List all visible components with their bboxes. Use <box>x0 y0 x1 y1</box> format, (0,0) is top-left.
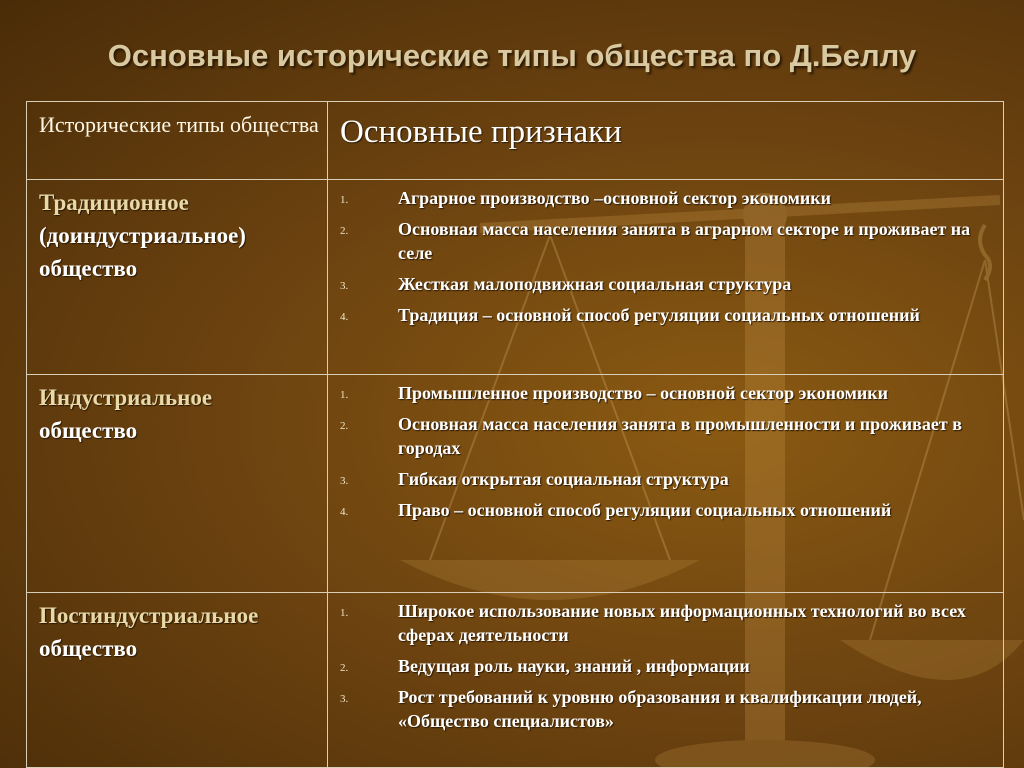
header-row <box>27 102 1004 180</box>
type-society-word: общество <box>39 636 138 661</box>
header-features-label: Основные признаки <box>340 114 622 150</box>
table-row-postindustrial <box>27 593 1004 768</box>
list-item: 3. Гибкая открытая социальная структура <box>340 469 729 489</box>
type-society-word: общество <box>39 418 138 443</box>
table-row-traditional <box>27 180 1004 375</box>
list-item: 2. Ведущая роль науки, знаний , информации <box>340 656 750 676</box>
list-item: 1. Широкое использование новых информационных технологий во всех сферах деятельности <box>340 601 966 645</box>
list-item: 1. Аграрное производство –основной сектор экономики <box>340 188 832 208</box>
list-item: 2. Основная масса населения занята в аграрном секторе и проживает на селе <box>340 219 971 263</box>
type-name-industrial: Индустриальное <box>39 385 213 410</box>
table-row-industrial <box>27 375 1004 593</box>
features-cell <box>328 375 1004 593</box>
features-list-postindustrial <box>328 593 1003 733</box>
list-item: 3. Рост требований к уровню образования и квалификации людей, «Общество специалистов» <box>340 687 922 731</box>
header-types-label: Исторические типы общества <box>39 112 319 137</box>
header-cell-types <box>27 102 328 180</box>
list-item: 4. Традиция – основной способ регуляции социальных отношений <box>340 305 920 325</box>
features-list-industrial <box>328 375 1003 522</box>
type-cell <box>27 180 328 375</box>
features-cell <box>328 180 1004 375</box>
list-item: 1. Промышленное производство – основной сектор экономики <box>340 383 888 403</box>
slide-title: Основные исторические типы общества по Д.Беллу <box>107 38 917 73</box>
type-cell <box>27 375 328 593</box>
list-item: 4. Право – основной способ регуляции социальных отношений <box>340 500 892 520</box>
list-item: 2. Основная масса населения занята в промышленности и проживает в городах <box>340 414 962 458</box>
features-cell <box>328 593 1004 768</box>
features-list-traditional <box>328 180 1003 327</box>
type-name-traditional: Традиционное <box>39 190 189 215</box>
header-cell-features <box>328 102 1004 180</box>
type-society-word: общество <box>39 256 138 281</box>
type-subtitle-preindustrial: (доиндустриальное) <box>39 223 246 248</box>
type-name-postindustrial: Постиндустриальное <box>39 603 259 628</box>
society-types-table <box>26 101 1004 768</box>
type-cell <box>27 593 328 768</box>
list-item: 3. Жесткая малоподвижная социальная структура <box>340 274 792 294</box>
